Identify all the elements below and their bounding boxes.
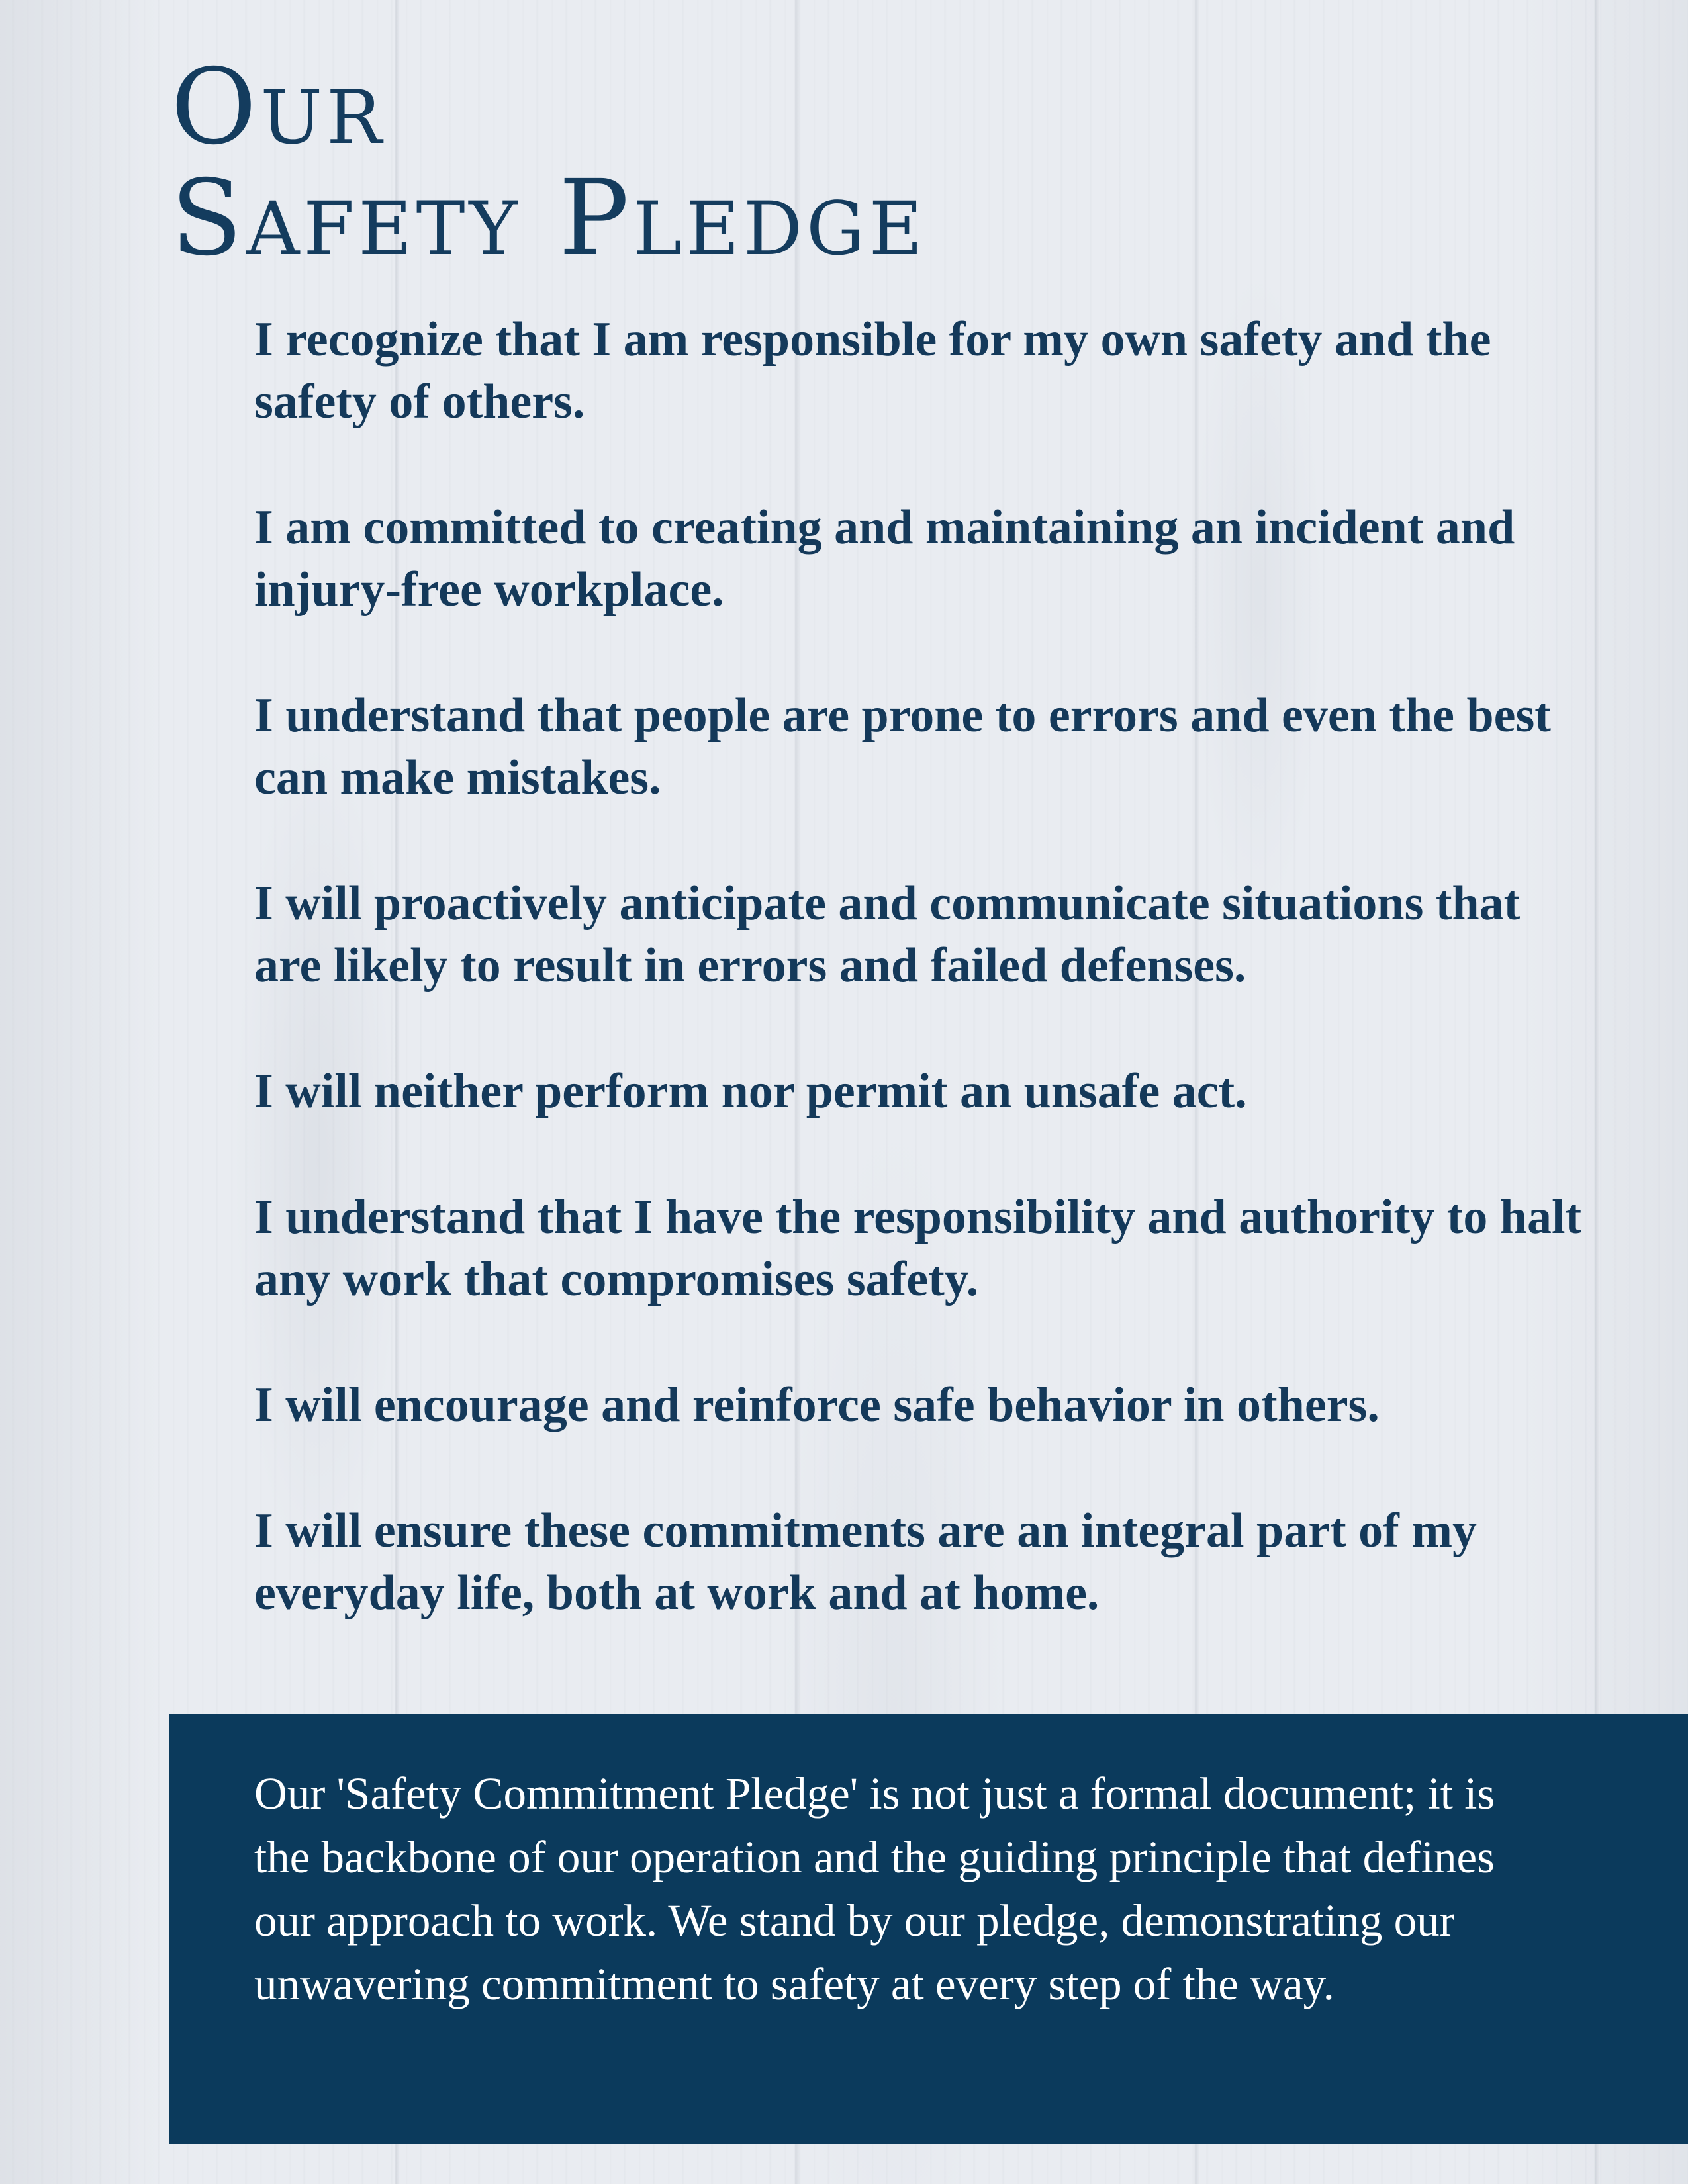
pledge-item-encourage-safe-behavior: I will encourage and reinforce safe behavior in others. [254, 1378, 1380, 1432]
pledge-item-anticipate-situations: I will proactively anticipate and communicate situations that are likely to result in errors and failed defenses. [254, 876, 1521, 993]
pledge-item-no-unsafe-act: I will neither perform nor permit an unsafe act. [254, 1064, 1247, 1118]
pledge-item-injury-free-workplace: I am committed to creating and maintaining an incident and injury-free workplace. [254, 500, 1515, 617]
pledge-item-everyday-commitment: I will ensure these commitments are an integral part of my everyday life, both at work and at home. [254, 1504, 1477, 1620]
pledge-item-responsibility: I recognize that I am responsible for my own safety and the safety of others. [254, 312, 1491, 429]
page-title-line-1: Our [171, 46, 386, 168]
summary-text: Our 'Safety Commitment Pledge' is not just a formal document; it is the backbone of our operation and the guiding principle that defines our approach to work. We stand by our pledge, demonstrating our unwavering commitment to safety at every step of the way. [254, 1768, 1495, 2009]
pledge-item-stop-work-authority: I understand that I have the responsibility and authority to halt any work that compromises safety. [254, 1190, 1582, 1306]
summary-panel [169, 1714, 1688, 2144]
pledge-list [254, 308, 1598, 1688]
page-title [171, 46, 927, 279]
pledge-item-human-error: I understand that people are prone to errors and even the best can make mistakes. [254, 688, 1551, 805]
page-title-line-2: Safety Pledge [171, 158, 927, 279]
